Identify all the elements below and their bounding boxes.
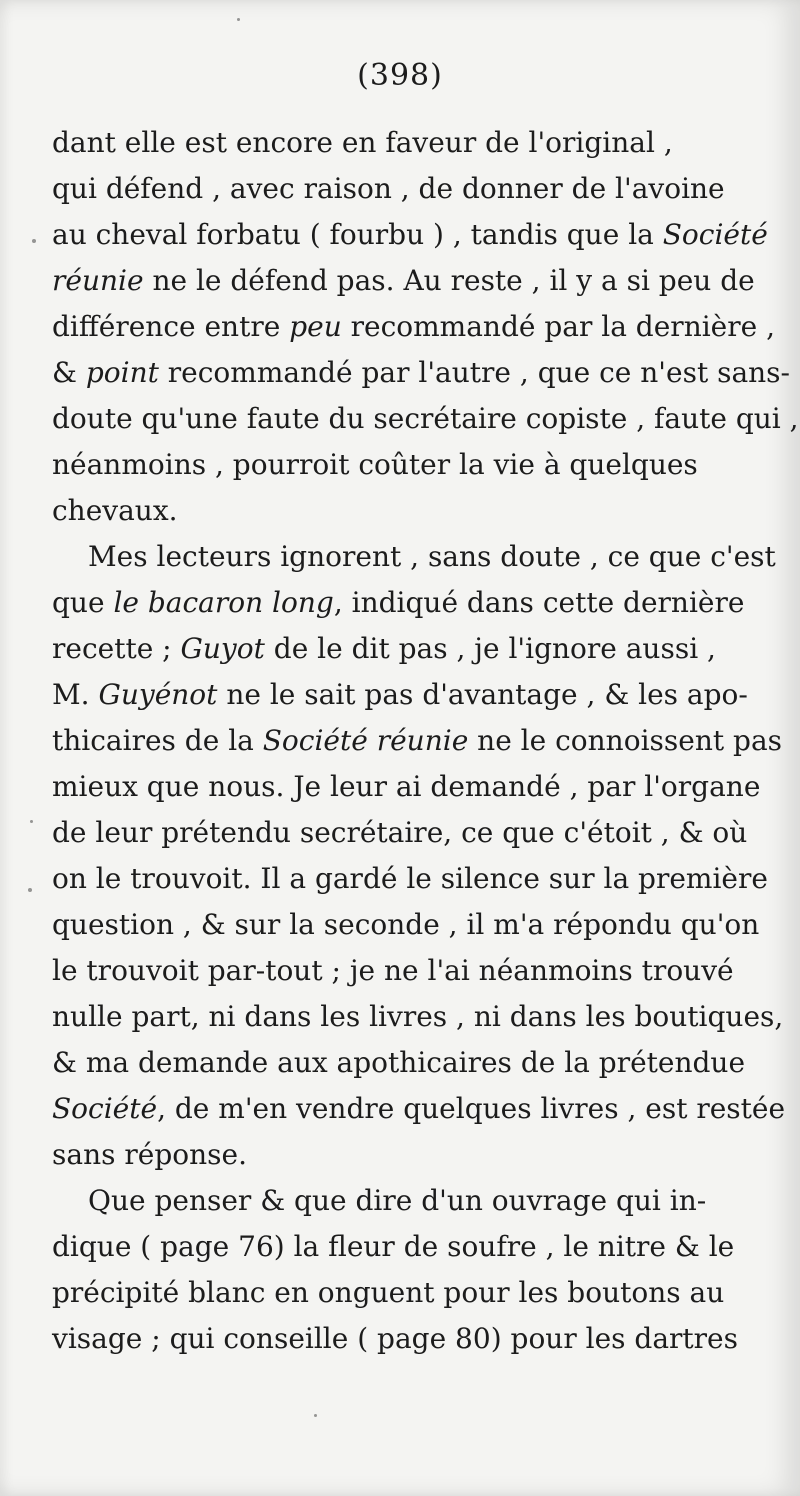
text-line: de leur prétendu secrétaire, ce que c'étoit , & où xyxy=(52,816,748,849)
print-speck xyxy=(237,18,240,21)
text-line: recette ; Guyot de le dit pas , je l'ignore aussi , xyxy=(52,632,716,665)
page-number: (398) xyxy=(357,58,443,93)
text-line: on le trouvoit. Il a gardé le silence sur la première xyxy=(52,862,768,895)
text-line: différence entre peu recommandé par la dernière , xyxy=(52,310,776,343)
text-line: que le bacaron long, indiqué dans cette dernière xyxy=(52,586,745,619)
text-line: sans réponse. xyxy=(52,1138,247,1171)
text-line: qui défend , avec raison , de donner de l'avoine xyxy=(52,172,725,205)
text-line: Que penser & que dire d'un ouvrage qui in- xyxy=(88,1184,707,1217)
print-speck xyxy=(28,888,32,892)
print-speck xyxy=(30,820,33,823)
text-line: précipité blanc en onguent pour les boutons au xyxy=(52,1276,725,1309)
text-line: le trouvoit par-tout ; je ne l'ai néanmoins trouvé xyxy=(52,954,734,987)
text-line: chevaux. xyxy=(52,494,178,527)
text-line: Société, de m'en vendre quelques livres , est restée xyxy=(52,1092,786,1125)
text-line: & point recommandé par l'autre , que ce n'est sans- xyxy=(52,356,791,389)
text-line: au cheval forbatu ( fourbu ) , tandis que la Société xyxy=(52,218,768,251)
text-line: réunie ne le défend pas. Au reste , il y a si peu de xyxy=(52,264,755,297)
text-line: & ma demande aux apothicaires de la prétendue xyxy=(52,1046,746,1079)
text-line: dant elle est encore en faveur de l'original , xyxy=(52,126,673,159)
text-line: question , & sur la seconde , il m'a répondu qu'on xyxy=(52,908,760,941)
text-line: doute qu'une faute du secrétaire copiste , faute qui , xyxy=(52,402,799,435)
text-line: néanmoins , pourroit coûter la vie à quelques xyxy=(52,448,698,481)
text-line: M. Guyénot ne le sait pas d'avantage , & les apo- xyxy=(52,678,748,711)
text-line: Mes lecteurs ignorent , sans doute , ce que c'est xyxy=(88,540,776,573)
text-line: mieux que nous. Je leur ai demandé , par l'organe xyxy=(52,770,761,803)
text-line: visage ; qui conseille ( page 80) pour les dartres xyxy=(52,1322,738,1355)
print-speck xyxy=(32,239,36,243)
text-line: dique ( page 76) la fleur de soufre , le nitre & le xyxy=(52,1230,735,1263)
body-text xyxy=(52,120,799,1362)
print-speck xyxy=(314,1414,317,1417)
text-line: nulle part, ni dans les livres , ni dans les boutiques, xyxy=(52,1000,784,1033)
text-line: thicaires de la Société réunie ne le connoissent pas xyxy=(52,724,782,757)
